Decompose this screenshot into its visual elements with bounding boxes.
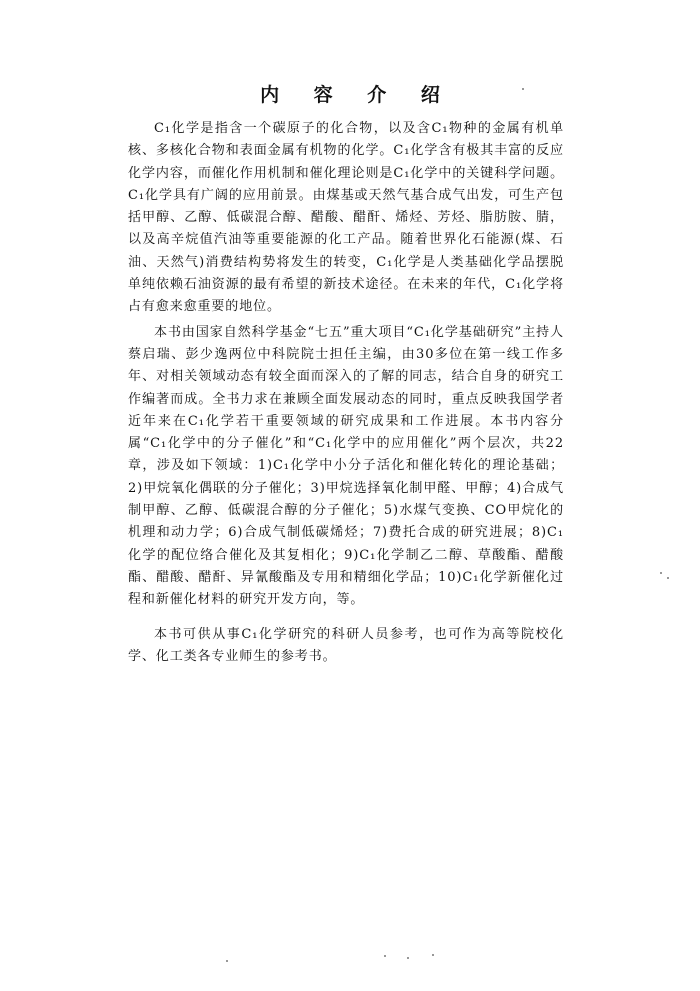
scan-speck bbox=[226, 960, 228, 962]
scan-speck bbox=[660, 572, 662, 574]
scan-speck bbox=[384, 955, 386, 957]
scan-speck bbox=[667, 577, 669, 579]
paragraph-intro: C₁化学是指含一个碳原子的化合物，以及含C₁物种的金属有机单核、多核化合物和表面金属有机物的化学。C₁化学含有极其丰富的反应化学内容，而催化作用机制和催化理论则是C₁化学中的关键科学问题。C₁化学具有广阔的应用前景。由煤基或天然气基合成气出发，可生产包括甲醇、乙醇、低碳混合醇、醋酸、醋酐、烯烃、芳烃、脂肪胺、腈，以及高辛烷值汽油等重要能源的化工产品。随着世界化石能源(煤、石油、天然气)消费结构势将发生的转变，C₁化学是人类基础化学品摆脱单纯依赖石油资源的最有希望的新技术途径。在未来的年代，C₁化学将占有愈来愈重要的地位。 bbox=[128, 121, 564, 315]
page-title: 内 容 介 绍 bbox=[260, 84, 454, 106]
scan-speck bbox=[407, 957, 409, 959]
content-body bbox=[128, 118, 564, 671]
paragraph-audience: 本书可供从事C₁化学研究的科研人员参考，也可作为高等院校化学、化工类各专业师生的参考书。 bbox=[128, 626, 564, 664]
scan-speck bbox=[432, 954, 434, 956]
paragraph-book-description: 本书由国家自然科学基金“七五”重大项目“C₁化学基础研究”主持人蔡启瑞、彭少逸两位中科院院士担任主编，由30多位在第一线工作多年、对相关领域动态有较全面而深入的了解的同志，结合自身的研究工作编著而成。全书力求在兼顾全面发展动态的同时，重点反映我国学者近年来在C₁化学若干重要领域的研究成果和工作进展。本书内容分属“C₁化学中的分子催化”和“C₁化学中的应用催化”两个层次，共22章，涉及如下领域：1)C₁化学中小分子活化和催化转化的理论基础；2)甲烷氧化偶联的分子催化；3)甲烷选择氧化制甲醛、甲醇；4)合成气制甲醇、乙醇、低碳混合醇的分子催化；5)水煤气变换、CO甲烷化的机理和动力学；6)合成气制低碳烯烃；7)费托合成的研究进展；8)C₁化学的配位络合催化及其复相化；9)C₁化学制乙二醇、草酸酯、醋酸酯、醋酸、醋酐、异氰酸酯及专用和精细化学品；10)C₁化学新催化过程和新催化材料的研究开发方向，等。 bbox=[128, 324, 564, 608]
scan-speck bbox=[522, 88, 524, 90]
